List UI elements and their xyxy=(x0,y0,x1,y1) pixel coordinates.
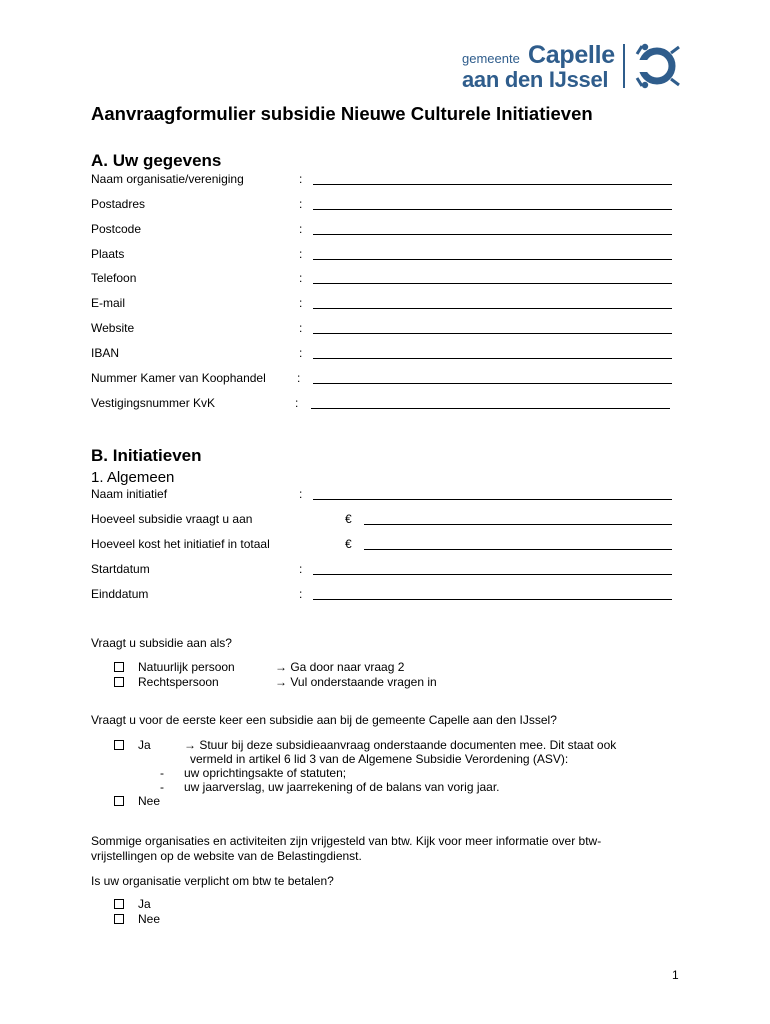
btw-info-line-1: Sommige organisaties en activiteiten zijn vrijgesteld van btw. Kijk voor meer informatie over btw- xyxy=(91,834,602,848)
option-eerste-keer-ja: Ja xyxy=(138,738,151,752)
field-label: Vestigingsnummer KvK xyxy=(91,396,216,410)
field-label: IBAN xyxy=(91,346,120,360)
field-label: Einddatum xyxy=(91,587,149,601)
bullet-dash: - xyxy=(160,780,164,794)
field-label: Nummer Kamer van Koophandel xyxy=(91,371,266,385)
field-label: Website xyxy=(91,321,135,335)
checkbox-eerste-keer-ja[interactable] xyxy=(114,740,124,750)
field-input-line[interactable] xyxy=(313,308,672,309)
option-natuurlijk-persoon: Natuurlijk persoon xyxy=(138,660,235,674)
bullet-jaarverslag: uw jaarverslag, uw jaarrekening of de balans van vorig jaar. xyxy=(184,780,500,794)
field-input-line[interactable] xyxy=(313,358,672,359)
field-separator: : xyxy=(299,296,303,310)
field-separator: : xyxy=(299,346,303,360)
field-label: Hoeveel kost het initiatief in totaal xyxy=(91,537,270,551)
option-rechtspersoon-note: → Vul onderstaande vragen in xyxy=(275,675,437,689)
page-number: 1 xyxy=(672,968,679,982)
field-label: Postadres xyxy=(91,197,146,211)
logo-fish-icon xyxy=(633,43,681,89)
option-btw-nee: Nee xyxy=(138,912,161,926)
checkbox-btw-nee[interactable] xyxy=(114,914,124,924)
field-input-line[interactable] xyxy=(313,184,672,185)
field-separator: : xyxy=(299,587,303,601)
ja-instruction-line-2: vermeld in artikel 6 lid 3 van de Algemene Subsidie Verordening (ASV): xyxy=(190,752,569,766)
field-input-line[interactable] xyxy=(313,283,672,284)
field-separator: : xyxy=(299,197,303,211)
field-separator: : xyxy=(297,371,301,385)
option-natuurlijk-persoon-note: → Ga door naar vraag 2 xyxy=(275,660,405,674)
field-label: Startdatum xyxy=(91,562,150,576)
field-input-line[interactable] xyxy=(311,408,670,409)
field-separator: : xyxy=(299,271,303,285)
btw-info-line-2: vrijstellingen op de website van de Belastingdienst. xyxy=(91,849,362,863)
field-separator: : xyxy=(299,562,303,576)
page-title: Aanvraagformulier subsidie Nieuwe Culturele Initiatieven xyxy=(91,103,593,124)
checkbox-rechtspersoon[interactable] xyxy=(114,677,124,687)
field-separator: : xyxy=(299,247,303,261)
section-b-heading: B. Initiatieven xyxy=(91,446,202,465)
checkbox-btw-ja[interactable] xyxy=(114,899,124,909)
field-input-line[interactable] xyxy=(313,333,672,334)
field-label: Telefoon xyxy=(91,271,137,285)
field-separator: : xyxy=(299,172,303,186)
field-label: E-mail xyxy=(91,296,126,310)
field-separator: : xyxy=(299,487,303,501)
field-label: Naam organisatie/vereniging xyxy=(91,172,244,186)
field-label: Hoeveel subsidie vraagt u aan xyxy=(91,512,253,526)
logo-gemeente-text: gemeente xyxy=(462,51,520,66)
option-eerste-keer-nee: Nee xyxy=(138,794,161,808)
field-input-line[interactable] xyxy=(313,234,672,235)
question-eerste-keer: Vraagt u voor de eerste keer een subsidie aan bij de gemeente Capelle aan den IJssel? xyxy=(91,713,557,727)
field-input-line[interactable] xyxy=(313,499,672,500)
section-b-subheading: 1. Algemeen xyxy=(91,469,175,486)
field-label: Naam initiatief xyxy=(91,487,168,501)
question-btw-verplicht: Is uw organisatie verplicht om btw te betalen? xyxy=(91,874,334,888)
option-rechtspersoon: Rechtspersoon xyxy=(138,675,219,689)
field-input-line[interactable] xyxy=(313,383,672,384)
field-input-line[interactable] xyxy=(364,549,672,550)
field-input-line[interactable] xyxy=(313,209,672,210)
field-input-line[interactable] xyxy=(313,599,672,600)
option-btw-ja: Ja xyxy=(138,897,151,911)
field-input-line[interactable] xyxy=(364,524,672,525)
field-separator: : xyxy=(295,396,299,410)
bullet-dash: - xyxy=(160,766,164,780)
question-subsidie-als: Vraagt u subsidie aan als? xyxy=(91,636,232,650)
logo-aan-text: aan den IJssel xyxy=(462,67,609,92)
bullet-oprichtingsakte: uw oprichtingsakte of statuten; xyxy=(184,766,347,780)
field-separator: € xyxy=(345,512,352,526)
field-input-line[interactable] xyxy=(313,574,672,575)
logo-capelle-text: Capelle xyxy=(528,41,615,69)
section-a-heading: A. Uw gegevens xyxy=(91,151,222,170)
ja-instruction-line-1: → Stuur bij deze subsidieaanvraag onderstaande documenten mee. Dit staat ook xyxy=(184,738,617,752)
field-separator: : xyxy=(299,222,303,236)
field-separator: : xyxy=(299,321,303,335)
checkbox-natuurlijk-persoon[interactable] xyxy=(114,662,124,672)
field-label: Plaats xyxy=(91,247,125,261)
field-separator: € xyxy=(345,537,352,551)
checkbox-eerste-keer-nee[interactable] xyxy=(114,796,124,806)
field-input-line[interactable] xyxy=(313,259,672,260)
field-label: Postcode xyxy=(91,222,142,236)
logo-divider xyxy=(623,44,625,88)
